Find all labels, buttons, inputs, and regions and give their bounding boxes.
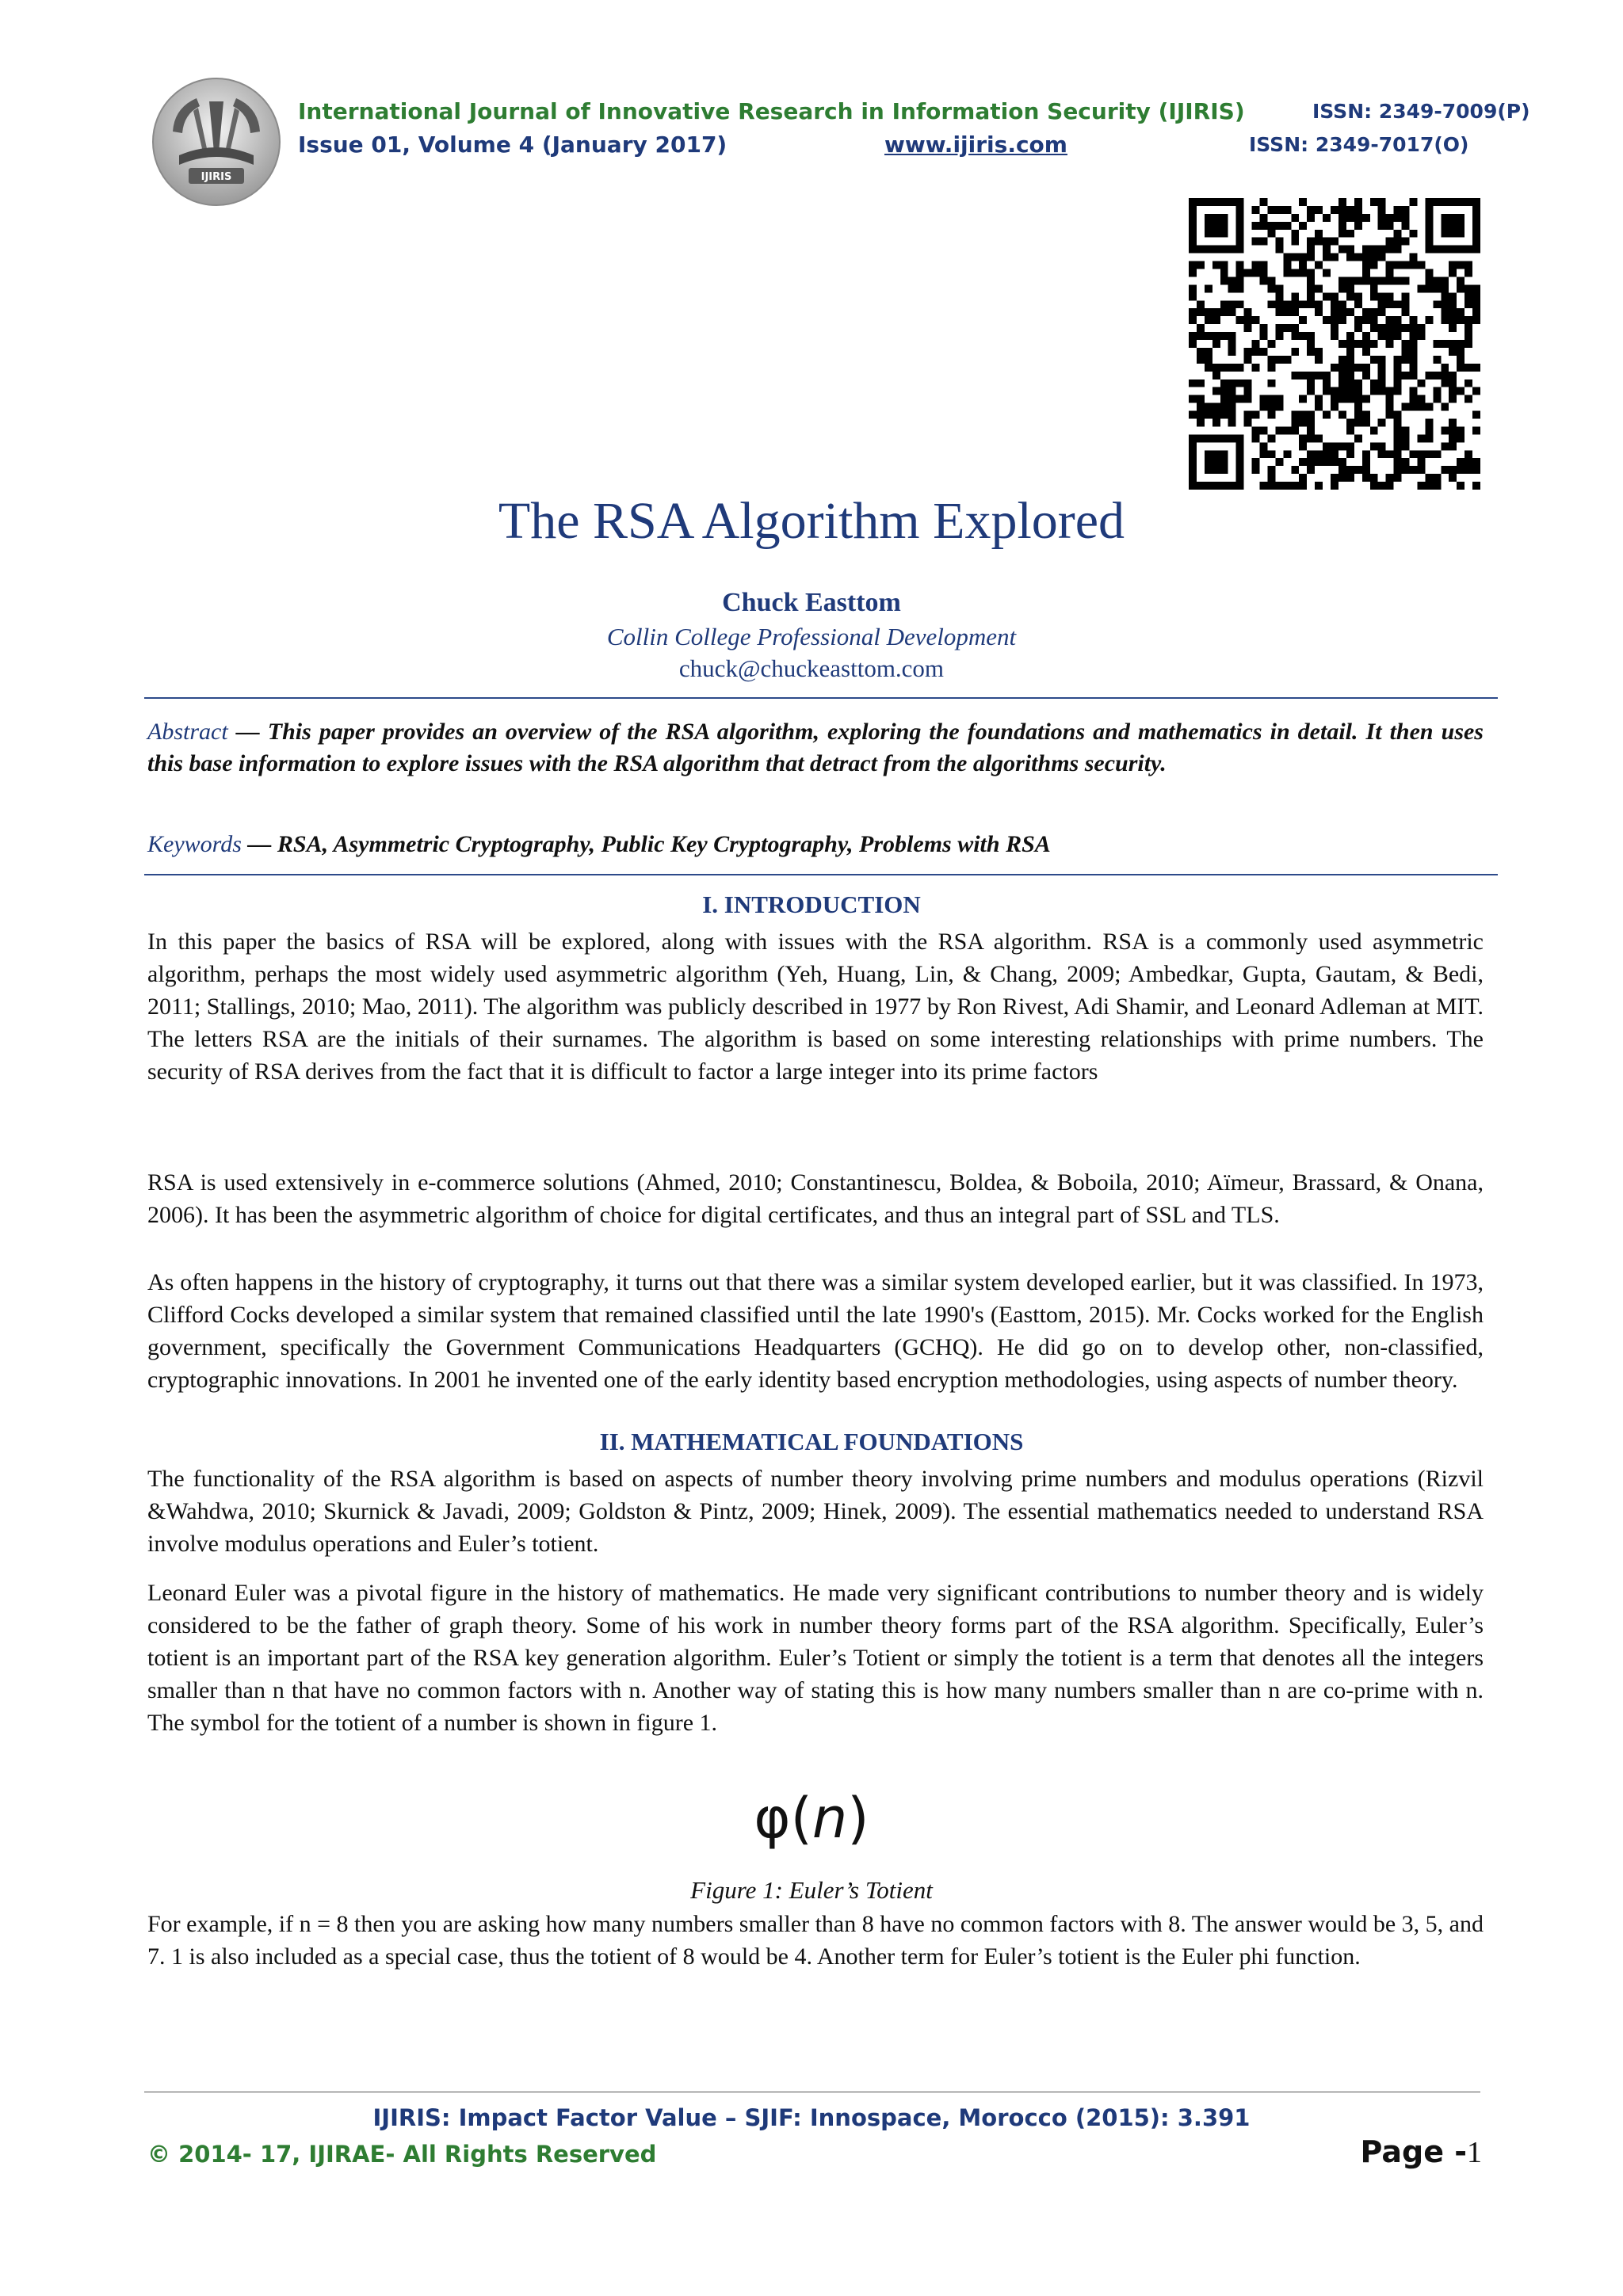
author-affiliation: Collin College Professional Development — [606, 623, 1017, 650]
paragraph: In this paper the basics of RSA will be explored, along with issues with the RSA algorithm. RSA is a commonly used asymmetric algorithm, perhaps the most widely used asymmetric algorithm (Yeh, Huang, Lin, & Chang, 2009; Ambedkar, Gupta, Gautam, & Bedi, 2011; Stallings, 2010; Mao, 2011). The algorithm was publicly described in 1977 by Ron Rivest, Adi Shamir, and Leonard Adleman at MIT. The letters RSA are the initials of their surnames. The algorithm is based on some interesting relationships with prime numbers. The security of RSA derives from the fact that it is difficult to factor a large integer into its prime factors — [147, 929, 1484, 1085]
page-number — [1347, 2134, 1482, 2170]
section-heading-introduction: I. INTRODUCTION — [702, 891, 921, 918]
issue-info: Issue 01, Volume 4 (January 2017) — [298, 132, 727, 158]
divider — [144, 697, 1498, 699]
keywords — [147, 829, 1484, 860]
keywords-text: — RSA, Asymmetric Cryptography, Public Key Cryptography, Problems with RSA — [241, 831, 1051, 857]
abstract-text: — This paper provides an overview of the RSA algorithm, exploring the foundations and mathematics in detail. It then uses this base information to explore issues with the RSA algorithm that detract from the algorithms security. — [147, 719, 1484, 776]
paragraph: The functionality of the RSA algorithm is based on aspects of number theory involving prime numbers and modulus operations (Rizvil &Wahdwa, 2010; Skurnick & Javadi, 2009; Goldston & Pintz, 2009; Hinek, 2009). The essential mathematics needed to understand RSA involve modulus operations and Euler’s totient. — [147, 1466, 1484, 1557]
page-label: Page - — [1360, 2134, 1467, 2169]
abstract — [147, 716, 1484, 780]
qr-code — [1189, 198, 1480, 490]
phi-symbol: φ( — [754, 1786, 812, 1851]
author-name: Chuck Easttom — [722, 588, 901, 617]
paragraph: RSA is used extensively in e-commerce solutions (Ahmed, 2010; Constantinescu, Boldea, & Boboila, 2010; Aïmeur, Brassard, & Onana, 2006). It has been the asymmetric algorithm of choice for digital certificates, and thus an integral part of SSL and TLS. — [147, 1169, 1484, 1228]
issn-online: ISSN: 2349-7017(O) — [1249, 133, 1469, 156]
author-email: chuck@chuckeasttom.com — [678, 654, 945, 682]
paragraph: For example, if n = 8 then you are asking how many numbers smaller than 8 have no common factors with 8. The answer would be 3, 5, and 7. 1 is also included as a special case, thus the totient of 8 would be 4. Another term for Euler’s totient is the Euler phi function. — [147, 1911, 1484, 1970]
formula-close: ) — [847, 1786, 869, 1851]
divider — [144, 874, 1498, 875]
section-heading-mathematical-foundations: II. MATHEMATICAL FOUNDATIONS — [599, 1428, 1024, 1455]
page-number-value: 1 — [1467, 2136, 1482, 2169]
paragraph: As often happens in the history of cryptography, it turns out that there was a similar system developed earlier, but it was classified. In 1973, Clifford Cocks developed a similar system that remained classified until the late 1990's (Easttom, 2015). Mr. Cocks worked for the English government, specifically the Government Communications Headquarters (GCHQ). He did go on to develop other, non-classified, cryptographic innovations. In 2001 he invented one of the early identity based encryption methodologies, using aspects of number theory. — [147, 1269, 1484, 1393]
copyright: © 2014- 17, IJIRAE- All Rights Reserved — [147, 2141, 657, 2168]
abstract-label: Abstract — [147, 719, 228, 745]
journal-website-link[interactable]: www.ijiris.com — [884, 132, 1067, 158]
formula-variable: n — [812, 1786, 848, 1851]
paper-title: The RSA Algorithm Explored — [498, 492, 1125, 550]
logo-text: IJIRIS — [200, 171, 232, 183]
issn-print: ISSN: 2349-7009(P) — [1312, 100, 1530, 123]
figure-caption: Figure 1: Euler’s Totient — [690, 1876, 933, 1904]
keywords-label: Keywords — [147, 831, 242, 857]
journal-logo — [151, 76, 282, 208]
impact-factor: IJIRIS: Impact Factor Value – SJIF: Innospace, Morocco (2015): 3.391 — [372, 2104, 1251, 2131]
paragraph: Leonard Euler was a pivotal figure in the history of mathematics. He made very significant contributions to number theory and is widely considered to be the father of graph theory. Some of his work in number theory forms part of the RSA algorithm. Specifically, Euler’s totient is an important part of the RSA key generation algorithm. Euler’s Totient or simply the totient is a term that denotes all the integers smaller than n that have no common factors with n. Another way of stating this is how many numbers smaller than n are co-prime with n. The symbol for the totient of a number is shown in figure 1. — [147, 1580, 1484, 1736]
journal-title: International Journal of Innovative Research in Information Security (IJIRIS) — [298, 98, 1245, 124]
totient-formula — [0, 1786, 1623, 1851]
